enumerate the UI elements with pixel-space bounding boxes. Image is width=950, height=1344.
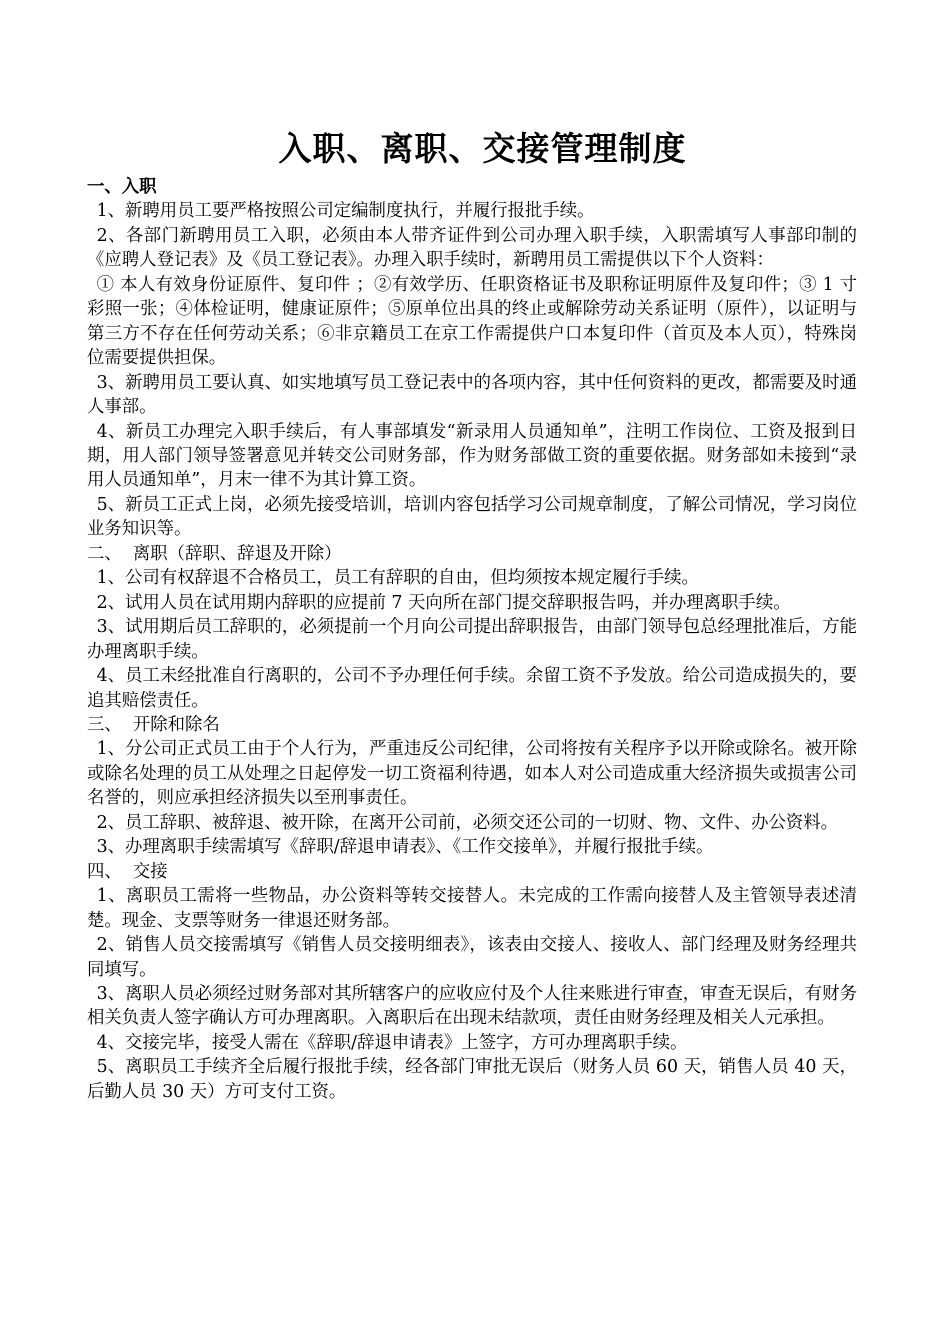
section-heading: 四、 交接 bbox=[87, 861, 168, 882]
paragraph: 2、各部门新聘用员工入职，必须由本人带齐证件到公司办理入职手续，入职需填写人事部印制的《应聘人登记表》及《员工登记表》。办理入职手续时，新聘用员工需提供以下个人资料： bbox=[87, 225, 857, 271]
paragraph: 5、新员工正式上岗，必须先接受培训，培训内容包括学习公司规章制度，了解公司情况，学习岗位业务知识等。 bbox=[87, 494, 857, 540]
paragraph: 4、员工未经批准自行离职的，公司不予办理任何手续。余留工资不予发放。给公司造成损失的，要追其赔偿责任。 bbox=[87, 666, 857, 711]
paragraph: ① 本人有效身份证原件、复印件 ；②有效学历、任职资格证书及职称证明原件及复印件；③ 1 寸彩照一张；④体检证明，健康证原件；⑤原单位出具的终止或解除劳动关系证明（原件），以证明与第三方不存在任何劳动关系；⑥非京籍员工在京工作需提供户口本复印件（首页及本人页），特殊岗位需要提供担保。 bbox=[87, 274, 857, 369]
section-heading: 二、 离职（辞职、辞退及开除） bbox=[87, 543, 342, 564]
section-heading: 一、入职 bbox=[87, 177, 157, 197]
paragraph: 3、试用期后员工辞职的，必须提前一个月向公司提出辞职报告，由部门领导包总经理批准后，方能办理离职手续。 bbox=[87, 617, 857, 662]
page-title: 入职、离职、交接管理制度 bbox=[278, 129, 687, 168]
section-onboarding bbox=[87, 175, 857, 542]
paragraph: 3、办理离职手续需填写《辞职/辞退申请表》、《工作交接单》，并履行报批手续。 bbox=[96, 837, 714, 858]
paragraph: 2、销售人员交接需填写《销售人员交接明细表》，该表由交接人、接收人、部门经理及财务经理共同填写。 bbox=[87, 935, 857, 980]
section-handover bbox=[87, 860, 857, 1105]
section-resignation bbox=[87, 542, 857, 713]
paragraph: 1、公司有权辞退不合格员工，员工有辞职的自由，但均须按本规定履行手续。 bbox=[96, 568, 699, 589]
paragraph: 4、新员工办理完入职手续后，有人事部填发“新录用人员通知单”，注明工作岗位、工资及报到日期，用人部门领导签署意见并转交公司财务部，作为财务部做工资的重要依据。财务部如未接到“录用人员通知单”，月末一律不为其计算工资。 bbox=[87, 421, 857, 491]
paragraph: 3、新聘用员工要认真、如实地填写员工登记表中的各项内容，其中任何资料的更改，都需要及时通人事部。 bbox=[87, 372, 857, 418]
document-body bbox=[87, 175, 857, 1104]
paragraph: 1、新聘用员工要严格按照公司定编制度执行，并履行报批手续。 bbox=[96, 201, 595, 222]
paragraph: 1、分公司正式员工由于个人行为，严重违反公司纪律，公司将按有关程序予以开除或除名。被开除或除名处理的员工从处理之日起停发一切工资福利待遇，如本人对公司造成重大经济损失或损害公司名誉的，则应承担经济损失以至刑事责任。 bbox=[87, 739, 857, 809]
paragraph: 3、离职人员必须经过财务部对其所辖客户的应收应付及个人往来账进行审查，审查无误后，有财务相关负责人签字确认方可办理离职。入离职后在出现未结款项，责任由财务经理及相关人元承担。 bbox=[87, 983, 857, 1029]
paragraph: 1、离职员工需将一些物品，办公资料等转交接替人。未完成的工作需向接替人及主管领导表述清楚。现金、支票等财务一律退还财务部。 bbox=[87, 886, 857, 931]
section-heading: 三、 开除和除名 bbox=[87, 714, 220, 735]
paragraph: 2、试用人员在试用期内辞职的应提前 7 天向所在部门提交辞职报告吗，并办理离职手续。 bbox=[96, 592, 791, 613]
paragraph: 2、员工辞职、被辞退、被开除，在离开公司前，必须交还公司的一切财、物、文件、办公资料。 bbox=[96, 812, 839, 833]
section-dismissal bbox=[87, 713, 857, 860]
paragraph: 4、交接完毕，接受人需在《辞职/辞退申请表》上签字，方可办理离职手续。 bbox=[96, 1032, 688, 1053]
paragraph: 5、离职员工手续齐全后履行报批手续，经各部门审批无误后（财务人员 60 天，销售人员 40 天，后勤人员 30 天）方可支付工资。 bbox=[87, 1057, 857, 1102]
